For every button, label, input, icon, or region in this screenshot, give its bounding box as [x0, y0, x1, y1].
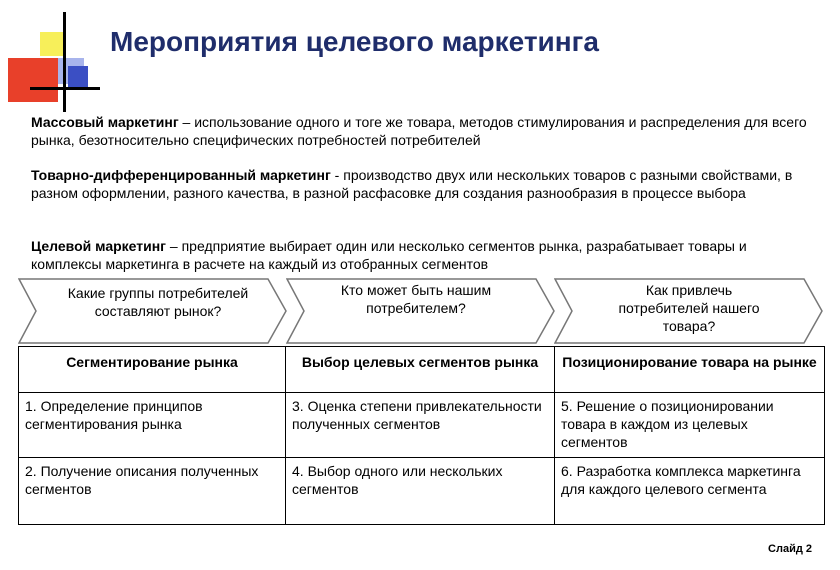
table-cell: 5. Решение о позиционировании товара в каждом из целевых сегментов	[555, 393, 825, 458]
deco-blue-square	[68, 66, 88, 88]
header-target-selection: Выбор целевых сегментов рынка	[286, 347, 555, 393]
paragraph-target-marketing	[31, 237, 821, 273]
desc-target-marketing: – предприятие выбирает один или несколько сегментов рынка, разрабатывает товары и комплексы маркетинга в расчете на каждый из отобранных сегментов	[31, 238, 747, 272]
table-row	[19, 458, 825, 525]
question-3-text: Как привлечь потребителей нашего товара?	[618, 282, 760, 334]
paragraph-mass-marketing	[31, 113, 821, 149]
paragraph-product-differentiated	[31, 166, 821, 202]
deco-red-square	[8, 58, 58, 102]
table-cell: 4. Выбор одного или нескольких сегментов	[286, 458, 555, 525]
table-cell: 1. Определение принципов сегментирования рынка	[19, 393, 286, 458]
desc-mass-marketing: – использование одного и тоге же товара, методов стимулирования и распределения для всего рынка, безотносительно специфических потребностей потребителей	[31, 114, 807, 148]
slide-number: Слайд 2	[768, 543, 812, 555]
table-cell: 6. Разработка комплекса маркетинга для каждого целевого сегмента	[555, 458, 825, 525]
table-row	[19, 393, 825, 458]
term-product-differentiated: Товарно-дифференцированный маркетинг	[31, 167, 331, 183]
corner-decoration	[0, 0, 110, 120]
table-cell: 3. Оценка степени привлекательности полученных сегментов	[286, 393, 555, 458]
table-cell: 2. Получение описания полученных сегментов	[19, 458, 286, 525]
deco-horizontal-line	[30, 87, 100, 90]
table-header-row	[19, 347, 825, 393]
page-title: Мероприятия целевого маркетинга	[110, 26, 599, 57]
steps-table	[18, 346, 825, 525]
term-mass-marketing: Массовый маркетинг	[31, 114, 179, 130]
header-segmentation: Сегментирование рынка	[19, 347, 286, 393]
question-1-text: Какие группы потребителей составляют рынок?	[67, 285, 249, 319]
deco-vertical-line	[63, 12, 66, 112]
header-positioning: Позиционирование товара на рынке	[555, 347, 825, 393]
desc-product-differentiated: - производство двух или нескольких товаров с разными свойствами, в разном оформлении, разного качества, в разной расфасовке для создания разнообразия в процессе выбора	[31, 167, 793, 201]
question-2-text: Кто может быть нашим потребителем?	[340, 282, 492, 316]
term-target-marketing: Целевой маркетинг	[31, 238, 167, 254]
deco-yellow-square	[40, 32, 64, 56]
